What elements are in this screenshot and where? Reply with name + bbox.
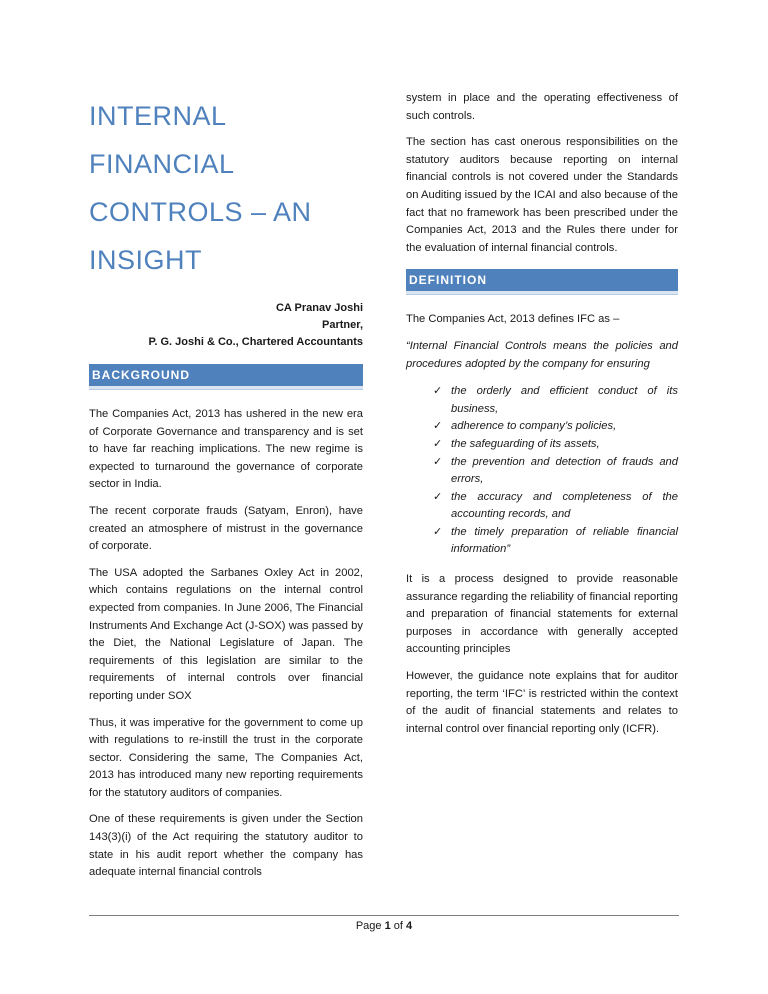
list-item-text: the safeguarding of its assets, (451, 437, 600, 450)
title-line: INSIGHT (89, 245, 203, 275)
author-role: Partner, (322, 319, 363, 331)
left-column (89, 92, 363, 891)
list-item (433, 383, 678, 418)
responsibilities-paragraph: The section has cast onerous responsibilities on the statutory auditors because reporting on internal financial controls is not covered under the Standards on Auditing issued by the ICAI and also because of the fact that no framework has been prescribed under the Companies Act, 2013 and the Rules there under for the evaluation of internal financial controls. (406, 136, 678, 254)
definition-checklist (406, 383, 678, 559)
title-line: CONTROLS – AN (89, 197, 312, 227)
right-column (406, 90, 678, 747)
check-icon: ✓ (433, 437, 443, 450)
check-icon: ✓ (433, 490, 443, 503)
list-item (433, 454, 678, 489)
list-item (433, 436, 678, 454)
check-icon: ✓ (433, 385, 443, 398)
check-icon: ✓ (433, 420, 443, 433)
list-item-text: adherence to company’s policies, (451, 420, 617, 433)
check-icon: ✓ (433, 525, 443, 538)
page-total: 4 (406, 920, 413, 932)
author-name: CA Pranav Joshi (275, 302, 363, 314)
title-line: FINANCIAL (89, 149, 235, 179)
list-item (433, 489, 678, 524)
background-paragraph: The USA adopted the Sarbanes Oxley Act in 2002, which contains regulations on the internal control expected from companies. In June 2006, The Financial Instruments And Exchange Act (J-SOX) was passed by the Diet, the National Legislature of Japan. The requirements of this legislation are similar to the requirements of internal controls over financial reporting under SOX (89, 566, 363, 702)
title-line: INTERNAL (89, 101, 227, 131)
background-heading: BACKGROUND (89, 364, 363, 389)
definition-paragraph: However, the guidance note explains that for auditor reporting, the term ‘IFC’ is restricted within the context of the audit of financial statements and relates to internal control over financial reporting only (ICFR). (406, 670, 678, 735)
definition-intro: The Companies Act, 2013 defines IFC as – (406, 313, 620, 326)
page-of-word: of (393, 920, 403, 932)
list-item-text: the prevention and detection of frauds and errors, (451, 455, 678, 486)
check-icon: ✓ (433, 455, 443, 468)
list-item-text: the timely preparation of reliable financial information” (451, 525, 678, 556)
definition-heading: DEFINITION (406, 269, 678, 294)
author-firm: P. G. Joshi & Co., Chartered Accountants (148, 336, 363, 348)
list-item-text: the accuracy and completeness of the accounting records, and (451, 490, 678, 521)
page-footer (89, 915, 679, 932)
continued-paragraph: system in place and the operating effectiveness of such controls. (406, 92, 678, 122)
background-paragraph: One of these requirements is given under the Section 143(3)(i) of the Act requiring the statutory auditor to state in his audit report whether the company has adequate internal financial controls (89, 813, 363, 879)
document-title (89, 92, 363, 284)
page-current: 1 (384, 920, 391, 932)
definition-quote: “Internal Financial Controls means the policies and procedures adopted by the company for ensuring (406, 339, 678, 370)
author-block (89, 300, 363, 351)
definition-paragraph: It is a process designed to provide reasonable assurance regarding the reliability of financial reporting and preparation of financial statements for external purposes in accordance with generally accepted accounting principles (406, 573, 678, 656)
list-item-text: the orderly and efficient conduct of its business, (451, 385, 678, 415)
background-paragraph: The Companies Act, 2013 has ushered in the new era of Corporate Governance and transparency and is set to have far reaching implications. The new regime is expected to turnaround the governance of corporate sector in India. (89, 408, 363, 491)
page-word: Page (355, 920, 382, 932)
list-item (433, 418, 678, 436)
list-item (433, 524, 678, 559)
background-paragraph: Thus, it was imperative for the government to come up with regulations to re-instill the trust in the corporate sector. Considering the same, The Companies Act, 2013 has introduced many new reporting requirements for the statutory auditors of companies. (89, 716, 363, 799)
background-paragraph: The recent corporate frauds (Satyam, Enron), have created an atmosphere of mistrust in the governance of corporate. (89, 504, 363, 553)
